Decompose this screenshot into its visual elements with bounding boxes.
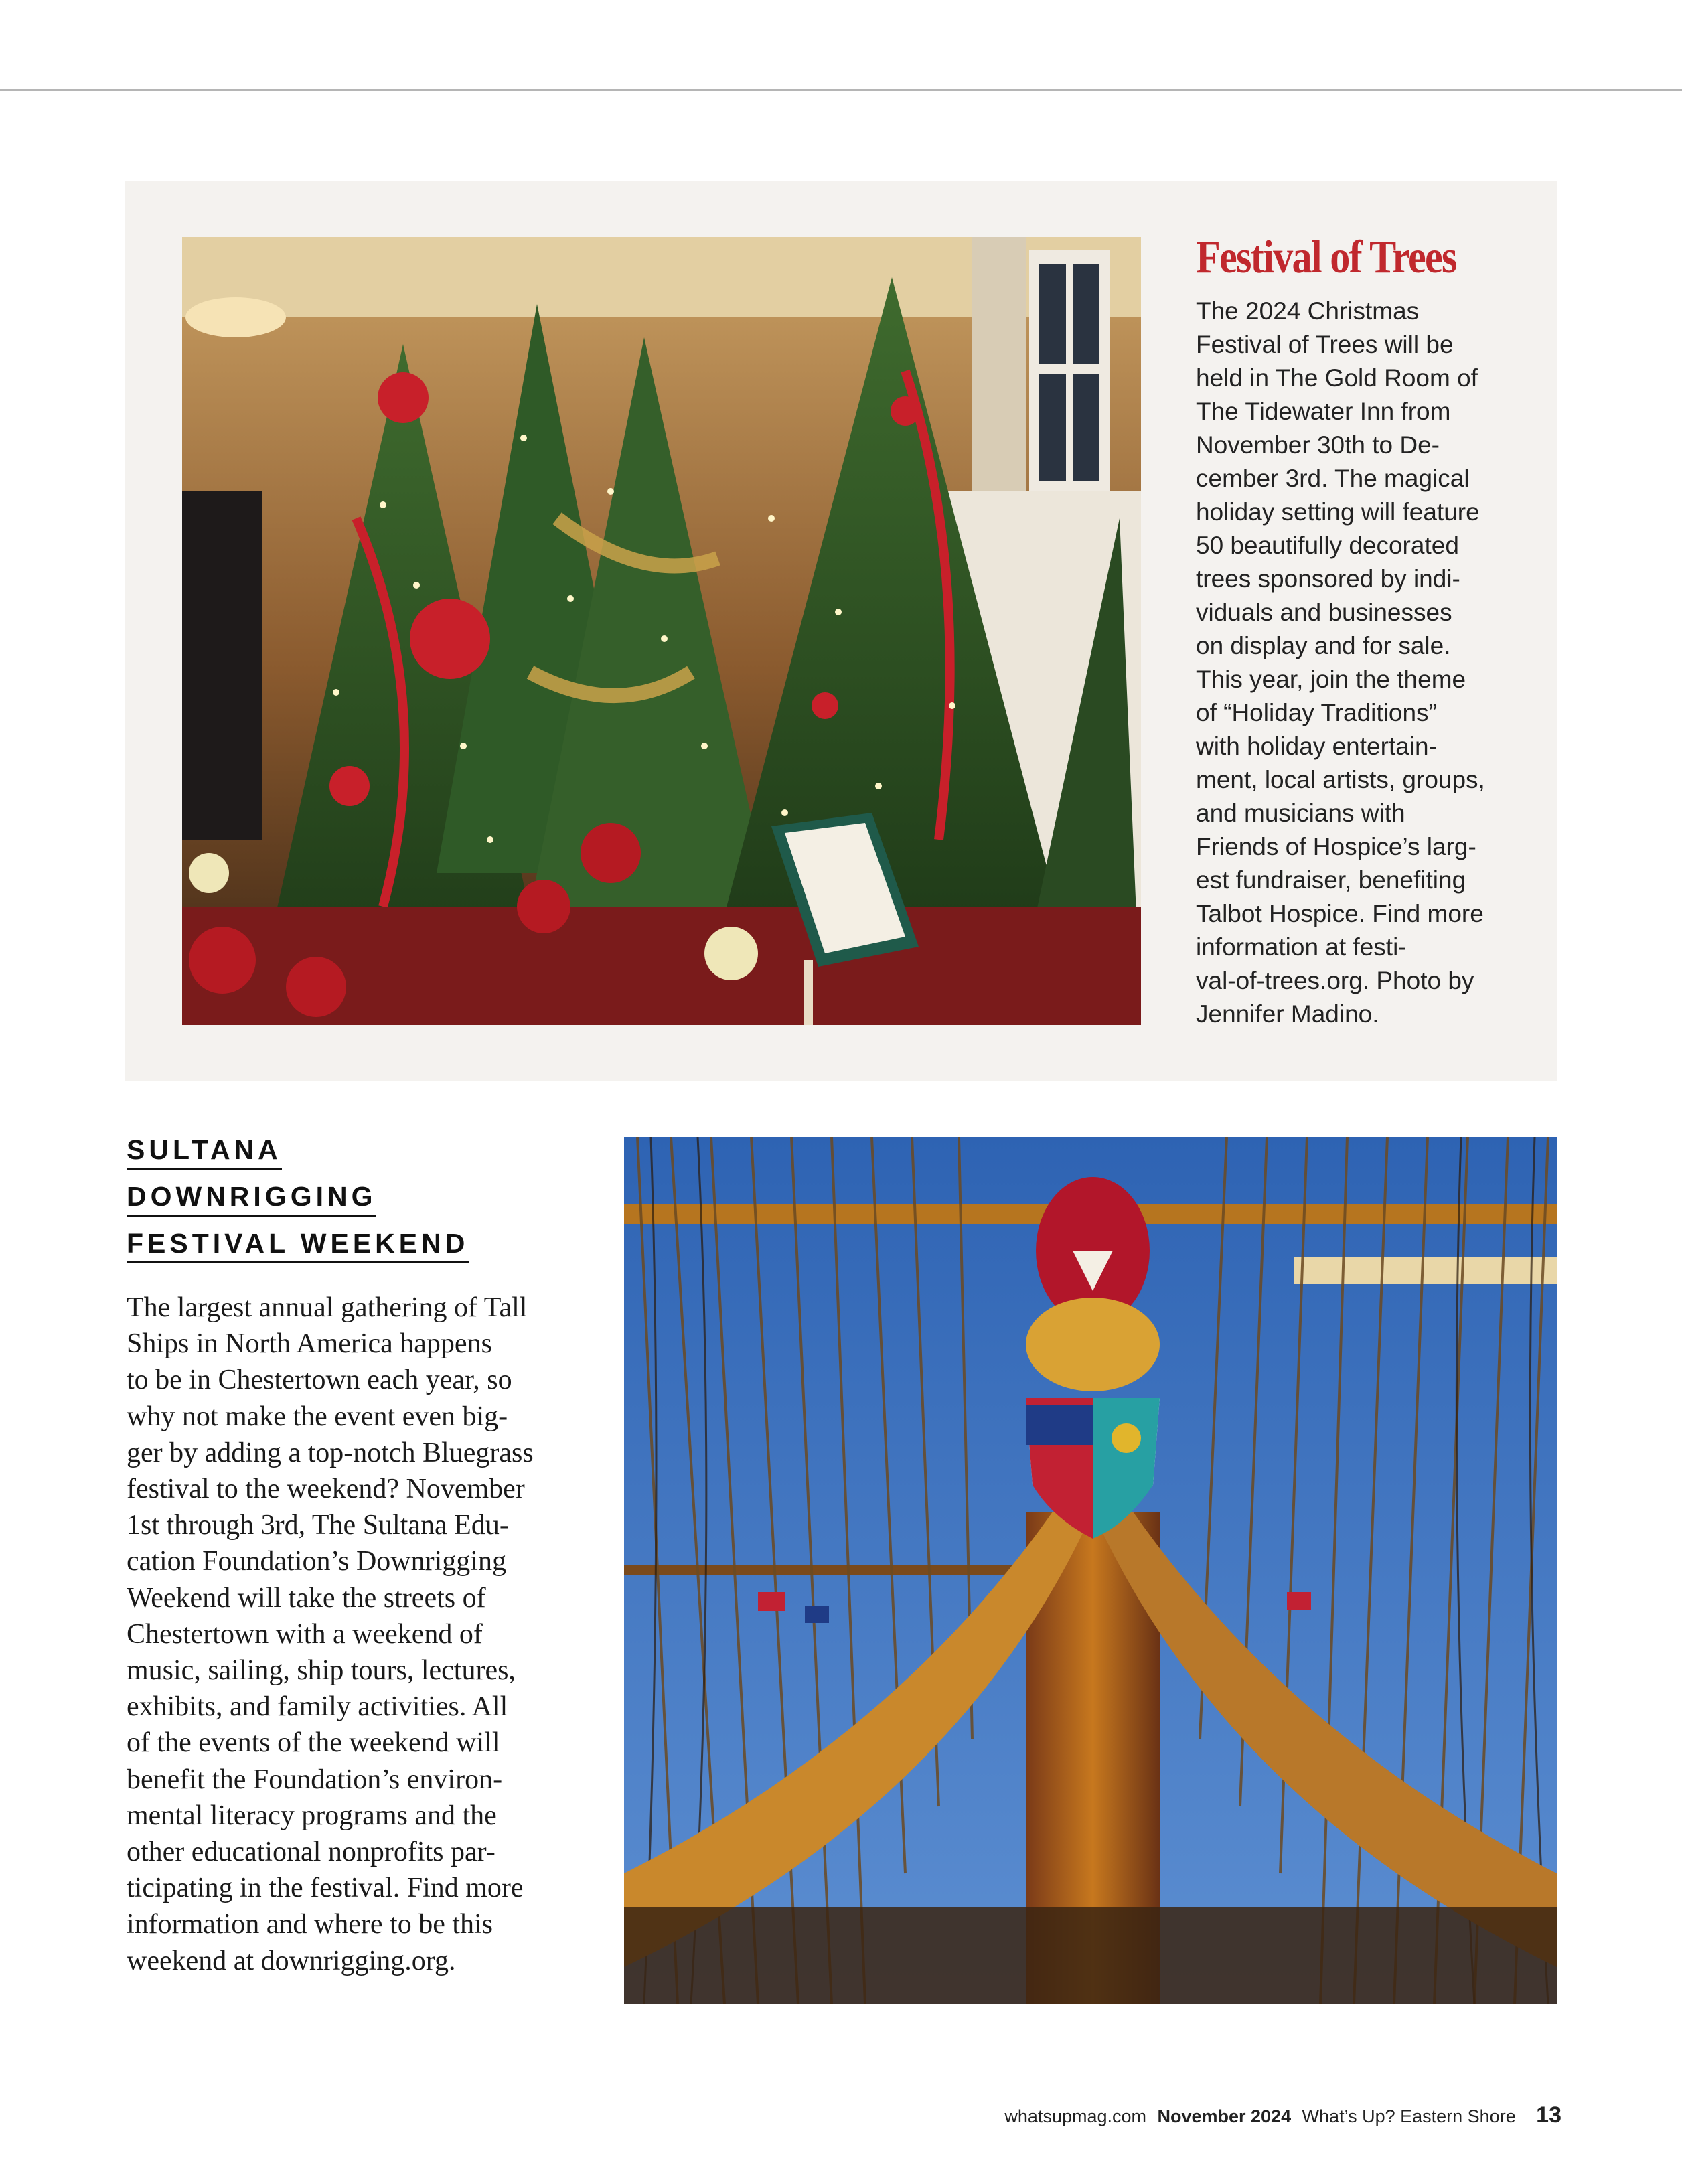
heading-text: DOWNRIGGING [127, 1178, 376, 1217]
body-line: mental literacy programs and the [127, 1800, 497, 1831]
festival-of-trees-photo [182, 237, 1141, 1025]
body-line: music, sailing, ship tours, lectures, [127, 1655, 516, 1687]
heading-text: SULTANA [127, 1132, 282, 1170]
page-number: 13 [1536, 2102, 1561, 2128]
body-line: Chestertown with a weekend of [127, 1618, 483, 1650]
body-line: and musicians with [1196, 799, 1405, 827]
body-line: cember 3rd. The magical [1196, 465, 1470, 492]
footer-site: whatsupmag.com [1004, 2106, 1147, 2126]
body-line: ticipating in the festival. Find more [127, 1873, 524, 1904]
footer-publication: What’s Up? Eastern Shore [1302, 2106, 1516, 2126]
body-line: benefit the Foundation’s environ- [127, 1764, 503, 1795]
body-line: with holiday entertain- [1196, 732, 1437, 760]
body-line: festival to the weekend? November [127, 1474, 525, 1505]
body-line: weekend at downrigging.org. [127, 1945, 456, 1976]
heading-text: FESTIVAL WEEKEND [127, 1225, 469, 1263]
heading-line [127, 1132, 469, 1178]
body-line: to be in Chestertown each year, so [127, 1364, 512, 1396]
body-line: November 30th to De- [1196, 431, 1440, 459]
sultana-heading [127, 1132, 469, 1272]
body-line: Ships in North America happens [127, 1328, 492, 1360]
body-line: ment, local artists, groups, [1196, 766, 1485, 793]
body-line: This year, join the theme [1196, 666, 1466, 693]
body-line: other educational nonprofits par- [127, 1837, 495, 1868]
top-rule [0, 89, 1682, 91]
body-line: Festival of Trees will be [1196, 331, 1454, 358]
body-line: information and where to be this [127, 1909, 493, 1940]
footer-issue: November 2024 [1157, 2106, 1292, 2126]
body-line: Jennifer Madino. [1196, 1000, 1379, 1028]
body-line: ger by adding a top-notch Bluegrass [127, 1437, 534, 1468]
body-line: The Tidewater Inn from [1196, 398, 1451, 425]
body-line: The largest annual gathering of Tall [127, 1292, 528, 1323]
body-line: why not make the event even big- [127, 1401, 508, 1432]
sultana-body [127, 1290, 582, 1979]
body-line: 1st through 3rd, The Sultana Edu- [127, 1510, 509, 1541]
festival-of-trees-title: Festival of Trees [1196, 232, 1456, 283]
tall-ship-figurehead-photo [624, 1137, 1557, 2004]
body-line: of “Holiday Traditions” [1196, 699, 1437, 726]
body-line: exhibits, and family activities. All [127, 1691, 508, 1723]
body-line: on display and for sale. [1196, 632, 1451, 659]
heading-line [127, 1178, 469, 1225]
body-line: viduals and businesses [1196, 599, 1452, 626]
body-line: information at festi- [1196, 933, 1407, 961]
body-line: est fundraiser, benefiting [1196, 866, 1466, 894]
body-line: Friends of Hospice’s larg- [1196, 833, 1476, 860]
body-line: holiday setting will feature [1196, 498, 1480, 526]
body-line: The 2024 Christmas [1196, 297, 1420, 325]
body-line: trees sponsored by indi- [1196, 565, 1460, 593]
page-footer [1004, 2102, 1561, 2128]
body-line: Talbot Hospice. Find more [1196, 900, 1484, 927]
heading-line [127, 1225, 469, 1272]
body-line: held in The Gold Room of [1196, 364, 1478, 392]
body-line: Weekend will take the streets of [127, 1582, 486, 1614]
body-line: val-of-trees.org. Photo by [1196, 967, 1474, 994]
body-line: 50 beautifully decorated [1196, 532, 1459, 559]
body-line: of the events of the weekend will [127, 1727, 500, 1759]
body-line: cation Foundation’s Downrigging [127, 1546, 506, 1577]
festival-of-trees-body [1196, 295, 1544, 1031]
